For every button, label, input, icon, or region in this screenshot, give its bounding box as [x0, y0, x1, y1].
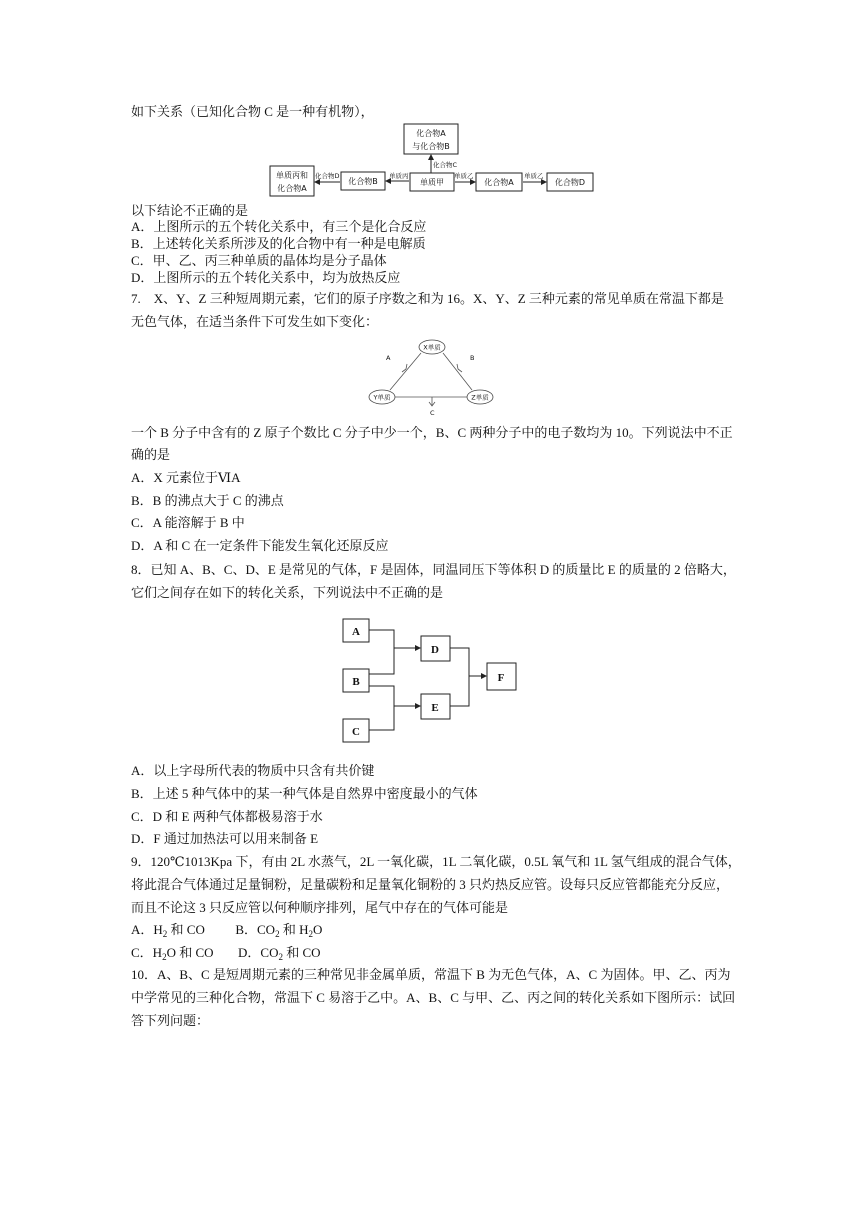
q9-options-row-2 — [131, 944, 321, 966]
label-a: A — [386, 354, 391, 362]
q7-line-2: 无色气体，在适当条件下可发生如下变化： — [131, 314, 379, 329]
q10-line-1: 10．A、B、C 是短周期元素的三种常见非金属单质，常温下 B 为无色气体，A、C 为固体。甲、乙、丙为 — [131, 967, 731, 982]
q7-after-1: 一个 B 分子中含有的 Z 原子个数比 C 分子中少一个，B、C 两种分子中的电子数均为 10。下列说法中不正 — [131, 425, 733, 440]
box-d-text: 化合物D — [554, 178, 586, 187]
q8-line-1: 8．已知 A、B、C、D、E 是常见的气体，F 是固体，同温同压下等体积 D 的质量比 E 的质量的 2 倍略大， — [131, 562, 736, 577]
q9-option-b: B．$CO_2$ 和 $H_2O$ — [235, 922, 323, 939]
triangle-diagram — [366, 336, 502, 416]
conversion-diagram-1 — [268, 122, 598, 200]
edge-x-z — [443, 353, 475, 390]
connector-a-b — [369, 630, 394, 674]
q6-option-a: A．上图所示的五个转化关系中，有三个是化合反应 — [131, 219, 427, 234]
q7-option-d: D．A 和 C 在一定条件下能发生氧化还原反应 — [131, 538, 389, 553]
q6-option-b: B．上述转化关系所涉及的化合物中有一种是电解质 — [131, 236, 426, 251]
intro-line: 如下关系（已知化合物 C 是一种有机物）， — [131, 104, 374, 119]
label-compound-d: 化合物D — [315, 172, 340, 180]
box-c-text: C — [352, 726, 360, 738]
q9-line-2: 将此混合气体通过足量铜粉，足量碳粉和足量氧化铜粉的 3 只灼热反应管。设每只反应管都能充分反应， — [131, 877, 730, 892]
connector-d-e — [450, 648, 469, 706]
q8-option-a: A．以上字母所代表的物质中只含有共价键 — [131, 763, 375, 778]
box-f-text: F — [497, 672, 505, 684]
box-e-text: E — [431, 702, 439, 714]
q8-option-c: C．D 和 E 两种气体都极易溶于水 — [131, 809, 323, 824]
label-element-yi-1: 单质乙 — [454, 172, 474, 180]
label-element-bing: 单质丙 — [389, 172, 409, 180]
q9-option-c: C．$H_2O$ 和 CO — [131, 945, 214, 962]
q8-line-2: 它们之间存在如下的转化关系，下列说法中不正确的是 — [131, 585, 444, 600]
q10-line-2: 中学常见的三种化合物，常温下 C 易溶于乙中。A、B、C 与甲、乙、丙之间的转化关系如下图所示：试回 — [131, 990, 736, 1005]
q10-line-3: 答下列问题： — [131, 1013, 210, 1028]
connector-b-c — [369, 686, 394, 730]
box-left-text-1: 单质丙和 — [276, 171, 308, 180]
box-center-text: 单质甲 — [420, 178, 444, 187]
q9-options-row-1 — [131, 921, 322, 943]
box-d-text: D — [431, 644, 439, 656]
node-y-text: Y单质 — [373, 393, 391, 402]
box-b-text: 化合物B — [348, 177, 378, 186]
q6-stem: 以下结论不正确的是 — [131, 203, 249, 218]
box-top-text-2: 与化合物B — [412, 142, 450, 151]
label-b: B — [470, 354, 475, 362]
q9-line-3: 而且不论这 3 只反应管以何种顺序排列，尾气中存在的气体可能是 — [131, 900, 509, 915]
node-z-text: Z单质 — [471, 393, 489, 402]
q7-option-c: C．A 能溶解于 B 中 — [131, 515, 245, 530]
q7-option-b: B．B 的沸点大于 C 的沸点 — [131, 493, 284, 508]
box-a-text: A — [352, 626, 360, 638]
q8-option-b: B．上述 5 种气体中的某一种气体是自然界中密度最小的气体 — [131, 786, 478, 801]
arrow-b — [457, 364, 462, 372]
q8-option-d: D．F 通过加热法可以用来制备 E — [131, 831, 319, 846]
edge-x-y — [390, 353, 421, 390]
label-compound-c: 化合物C — [433, 161, 458, 169]
box-b-text: B — [352, 676, 360, 688]
q7-line-1: 7. X、Y、Z 三种短周期元素，它们的原子序数之和为 16。X、Y、Z 三种元素的常见单质在常温下都是 — [131, 291, 724, 306]
label-c: C — [430, 409, 435, 416]
arrow-c — [429, 397, 435, 406]
q6-option-c: C．甲、乙、丙三种单质的晶体均是分子晶体 — [131, 253, 387, 268]
label-element-yi-2: 单质乙 — [524, 172, 544, 180]
abcdef-diagram — [338, 614, 520, 746]
q7-option-a: A．X 元素位于ⅥA — [131, 470, 241, 485]
node-x-text: X单质 — [423, 343, 441, 352]
q7-after-2: 确的是 — [131, 447, 171, 462]
box-top-text-1: 化合物A — [416, 129, 446, 138]
q9-option-a: A．$H_2$ 和 CO — [131, 922, 205, 939]
box-a-text: 化合物A — [484, 178, 514, 187]
q9-option-d: D．$CO_2$ 和 CO — [238, 945, 321, 962]
q6-option-d: D．上图所示的五个转化关系中，均为放热反应 — [131, 270, 401, 285]
q9-line-1: 9．120℃1013Kpa 下，有由 2L 水蒸气，2L 一氧化碳，1L 二氧化碳，0.5L 氧气和 1L 氢气组成的混合气体， — [131, 854, 741, 869]
box-left-text-2: 化合物A — [277, 184, 307, 193]
